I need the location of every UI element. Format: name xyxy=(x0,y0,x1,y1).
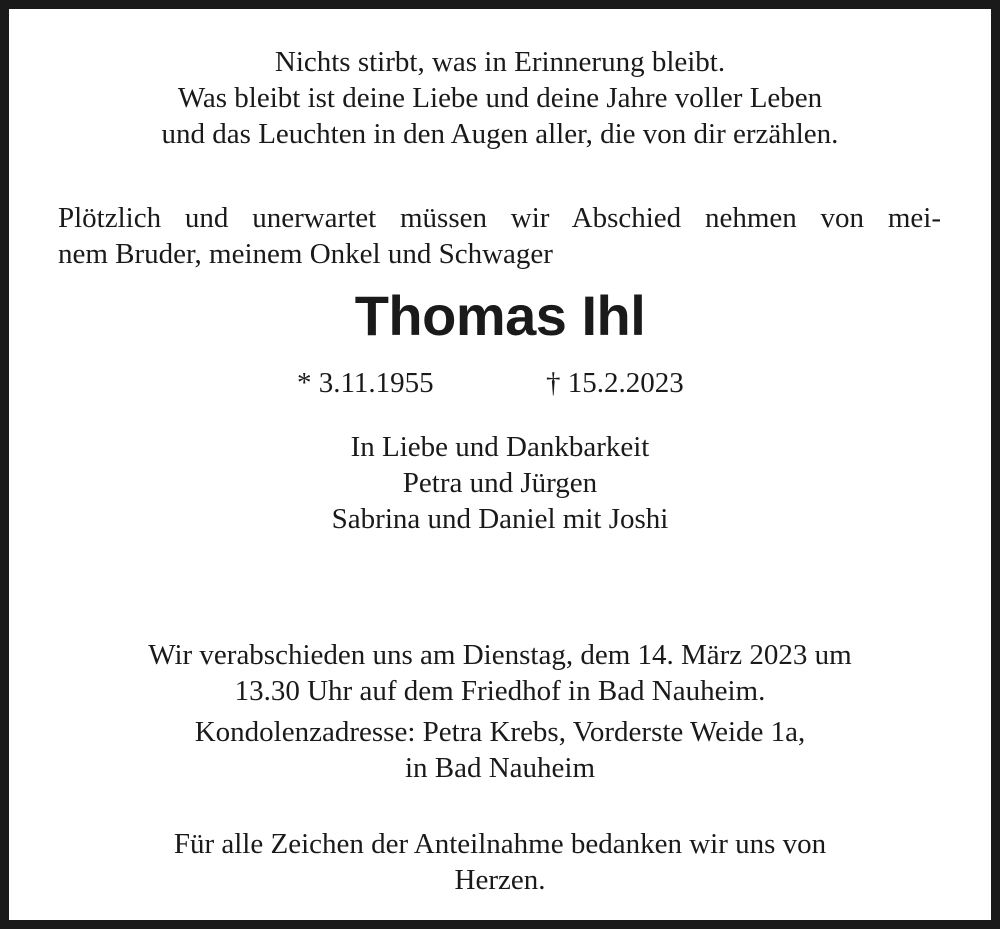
motto-line: Was bleibt ist deine Liebe und deine Jahre voller Leben xyxy=(177,82,823,114)
deceased-name: Thomas Ihl xyxy=(354,284,646,347)
mourner-line: Petra und Jürgen xyxy=(402,467,598,499)
mourner-line: Sabrina und Daniel mit Joshi xyxy=(331,503,669,535)
condolence-line: in Bad Nauheim xyxy=(404,752,596,784)
thanks-line: Für alle Zeichen der Anteilnahme bedanken wir uns von xyxy=(173,828,827,860)
mourner-line: In Liebe und Dankbarkeit xyxy=(350,431,650,463)
funeral-line: Wir verabschieden uns am Dienstag, dem 14. März 2023 um xyxy=(148,639,852,671)
motto-line: und das Leuchten in den Augen aller, die von dir erzählen. xyxy=(161,118,839,150)
condolence-line: Kondolenzadresse: Petra Krebs, Vorderste Weide 1a, xyxy=(194,716,806,748)
death-date: † 15.2.2023 xyxy=(546,367,684,399)
thanks-line: Herzen. xyxy=(454,864,546,896)
birth-date: * 3.11.1955 xyxy=(297,367,434,399)
motto-line: Nichts stirbt, was in Erinnerung bleibt. xyxy=(274,46,726,78)
announcement-line: nem Bruder, meinem Onkel und Schwager xyxy=(58,238,553,270)
announcement-line: Plötzlich und unerwartet müssen wir Abschied nehmen von mei- xyxy=(58,202,941,234)
funeral-line: 13.30 Uhr auf dem Friedhof in Bad Nauheim. xyxy=(234,675,766,707)
